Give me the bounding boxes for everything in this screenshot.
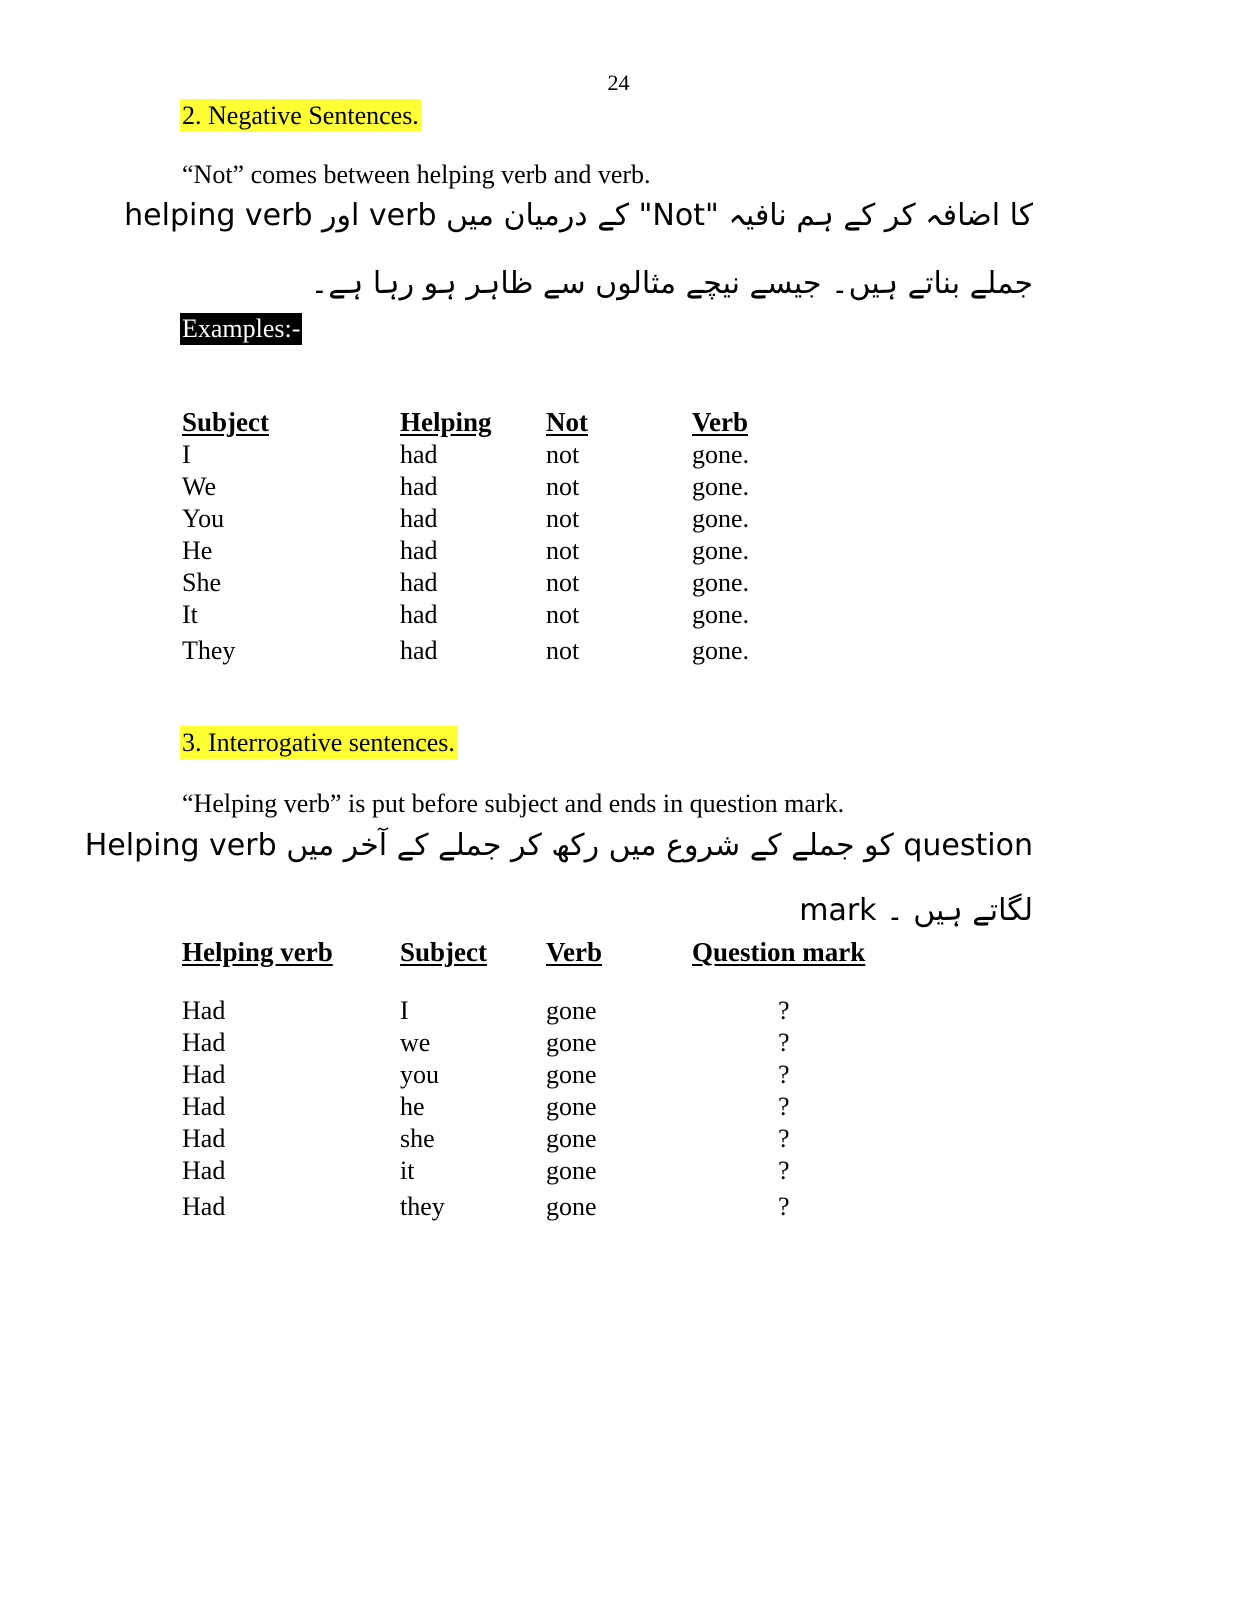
table-cell: Had [182, 1124, 226, 1153]
table-cell: not [546, 600, 580, 629]
column-header-not: Not [546, 407, 588, 437]
table-cell: ? [778, 1060, 790, 1089]
table-cell: had [400, 504, 438, 533]
table-cell: had [400, 440, 438, 469]
table-cell: gone [546, 1156, 597, 1185]
table-cell: gone. [692, 568, 750, 597]
table-cell: gone. [692, 504, 750, 533]
table-cell: had [400, 568, 438, 597]
table-cell: I [182, 440, 191, 469]
column-header-subject: Subject [400, 937, 487, 967]
table-cell: not [546, 568, 580, 597]
table-cell: gone. [692, 600, 750, 629]
table-cell: it [400, 1156, 415, 1185]
table-cell: They [182, 636, 236, 665]
table-cell: had [400, 636, 438, 665]
table-cell: had [400, 472, 438, 501]
interrogative-urdu-line-2: mark لگاتے ہیں ۔ [799, 893, 1033, 928]
table-cell: they [400, 1192, 445, 1221]
table-cell: had [400, 536, 438, 565]
examples-label: Examples:- [182, 314, 301, 343]
table-cell: not [546, 440, 580, 469]
column-header-helping: Helping [400, 407, 492, 437]
column-header-question-mark: Question mark [692, 937, 866, 967]
table-cell: He [182, 536, 213, 565]
table-cell: ? [778, 996, 790, 1025]
column-header-helping-verb: Helping verb [182, 937, 333, 967]
column-header-verb: Verb [546, 937, 603, 967]
table-cell: ? [778, 1092, 790, 1121]
table-cell: ? [778, 1124, 790, 1153]
table-cell: gone [546, 1060, 597, 1089]
table-cell: we [400, 1028, 431, 1057]
table-cell: Had [182, 1092, 226, 1121]
negative-urdu-line-1: helping verb اور verb کے درمیان میں "Not" کا اضافہ کر کے ہم نافیہ [124, 198, 1033, 233]
table-cell: had [400, 600, 438, 629]
column-header-subject: Subject [182, 407, 269, 437]
negative-urdu-line-2: جملے بناتے ہیں۔ جیسے نیچے مثالوں سے ظاہر ہو رہا ہے۔ [310, 266, 1033, 301]
table-cell: Had [182, 1192, 226, 1221]
table-cell: She [182, 568, 221, 597]
table-cell: gone. [692, 440, 750, 469]
page-number: 24 [607, 70, 630, 95]
table-cell: she [400, 1124, 435, 1153]
table-cell: gone. [692, 636, 750, 665]
table-cell: not [546, 504, 580, 533]
table-cell: gone [546, 1192, 597, 1221]
table-cell: Had [182, 1156, 226, 1185]
table-cell: ? [778, 1028, 790, 1057]
interrogative-heading: 3. Interrogative sentences. [182, 728, 455, 757]
negative-heading: 2. Negative Sentences. [182, 101, 419, 130]
table-cell: not [546, 636, 580, 665]
table-cell: Had [182, 996, 226, 1025]
table-cell: gone [546, 1124, 597, 1153]
table-cell: Had [182, 1028, 226, 1057]
table-cell: gone [546, 1092, 597, 1121]
negative-rule: “Not” comes between helping verb and verb. [182, 160, 651, 189]
table-cell: It [182, 600, 198, 629]
table-cell: gone. [692, 536, 750, 565]
table-cell: gone. [692, 472, 750, 501]
table-cell: not [546, 472, 580, 501]
table-cell: ? [778, 1192, 790, 1221]
column-header-verb: Verb [692, 407, 749, 437]
table-cell: You [182, 504, 225, 533]
table-cell: he [400, 1092, 425, 1121]
table-cell: We [182, 472, 216, 501]
table-cell: you [400, 1060, 439, 1089]
table-cell: gone [546, 1028, 597, 1057]
table-cell: gone [546, 996, 597, 1025]
table-cell: ? [778, 1156, 790, 1185]
table-cell: not [546, 536, 580, 565]
table-cell: I [400, 996, 409, 1025]
table-cell: Had [182, 1060, 226, 1089]
interrogative-rule: “Helping verb” is put before subject and ends in question mark. [182, 789, 845, 818]
interrogative-urdu-line-1: Helping verb کو جملے کے شروع میں رکھ کر جملے کے آخر میں question [84, 828, 1033, 863]
